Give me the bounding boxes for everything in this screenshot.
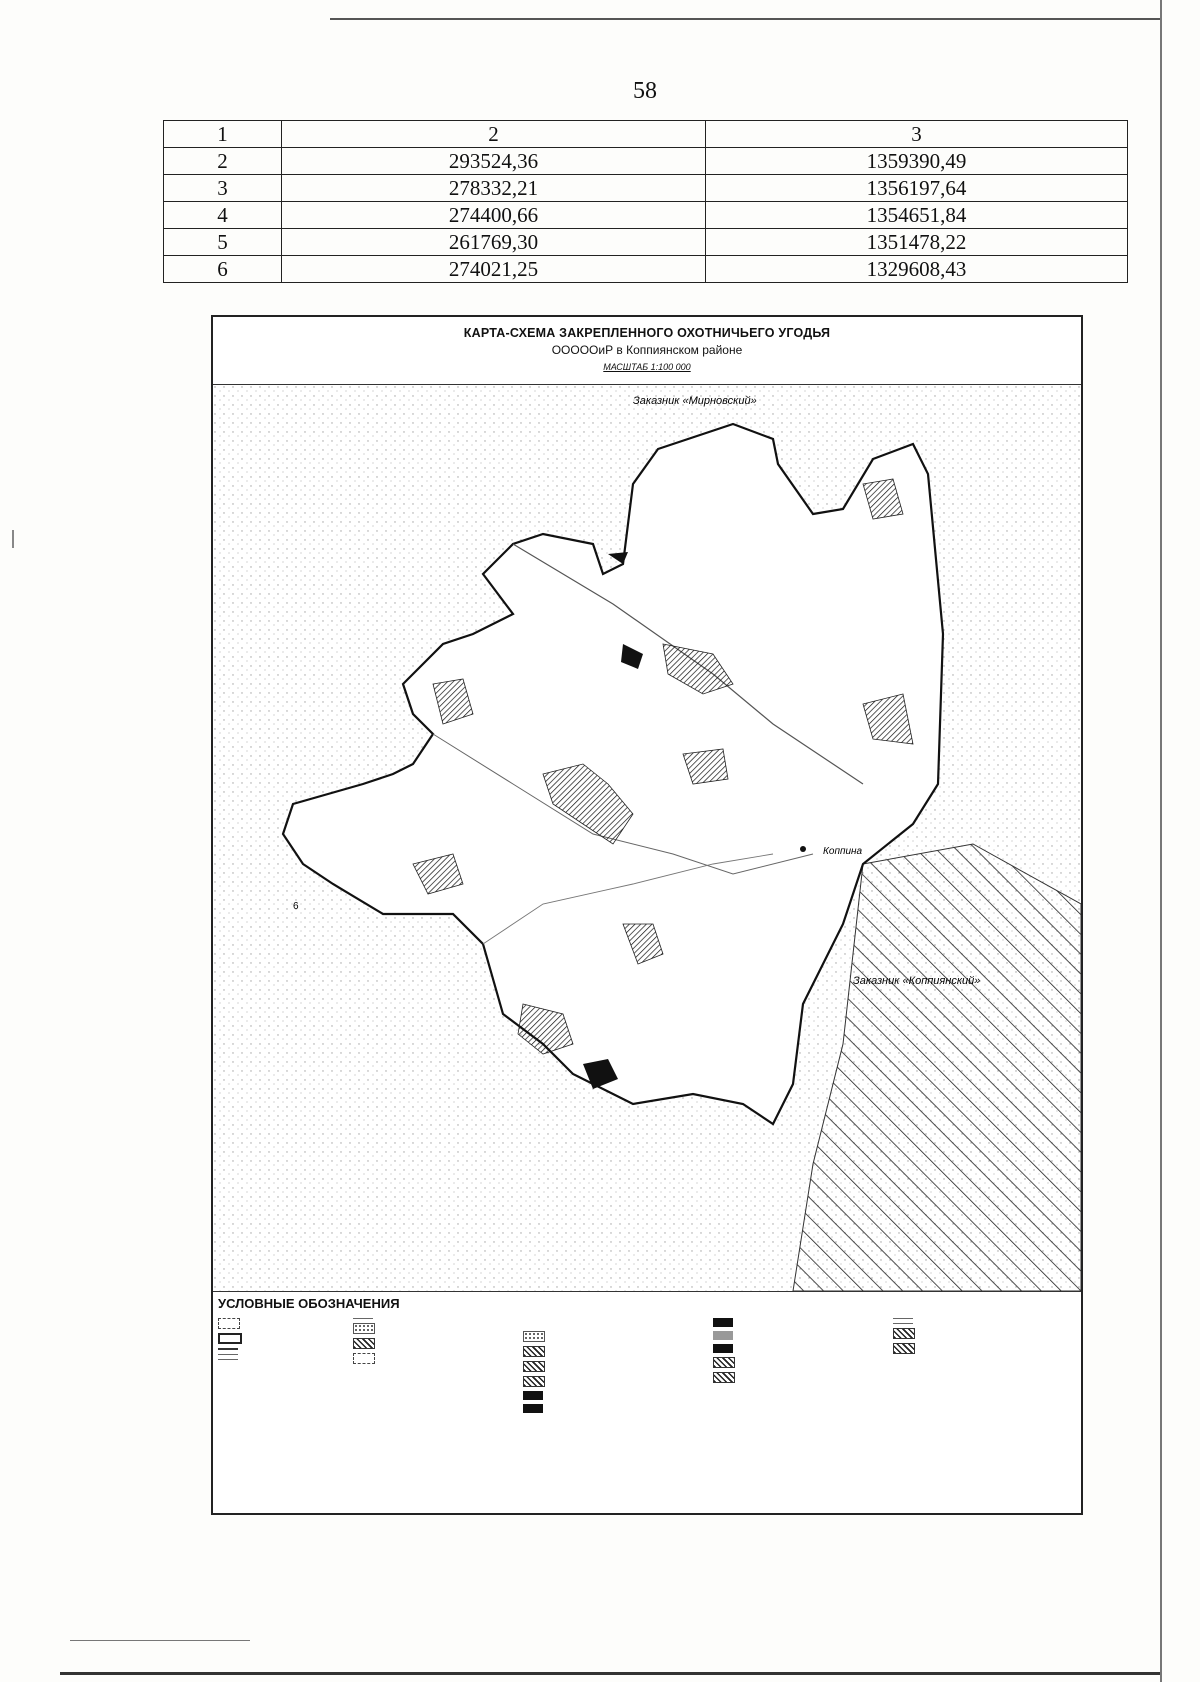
scan-left-mark xyxy=(12,530,14,548)
table-cell: 274400,66 xyxy=(282,202,706,229)
legend-swatch-hatch-2 xyxy=(713,1357,735,1368)
legend-swatch-thin xyxy=(218,1354,238,1355)
map-scale: МАСШТАБ 1:100 000 xyxy=(603,362,691,372)
legend-swatch-thin-2 xyxy=(218,1359,238,1360)
legend-swatch-blank-2 xyxy=(893,1358,913,1367)
scan-top-edge xyxy=(330,18,1160,20)
legend-col-5 xyxy=(893,1318,1073,1371)
table-cell: 3 xyxy=(706,121,1128,148)
legend-swatch-hatch-3 xyxy=(713,1372,735,1383)
table-row xyxy=(164,175,1128,202)
scan-bottom-edge xyxy=(60,1672,1160,1675)
table-cell: 2 xyxy=(164,148,282,175)
legend-swatch-hatch-4 xyxy=(893,1328,915,1339)
table-cell: 293524,36 xyxy=(282,148,706,175)
map-title: КАРТА-СХЕМА ЗАКРЕПЛЕННОГО ОХОТНИЧЬЕГО УГОДЬЯ xyxy=(463,326,831,340)
table-row xyxy=(164,229,1128,256)
legend-swatch-grey xyxy=(713,1331,733,1340)
legend-swatch-dashed-2 xyxy=(353,1353,375,1364)
table-row xyxy=(164,202,1128,229)
map-drawing xyxy=(213,384,1081,1291)
table-row xyxy=(164,256,1128,283)
map-legend xyxy=(213,1291,1081,1514)
table-cell: 1356197,64 xyxy=(706,175,1128,202)
legend-col-3 xyxy=(523,1318,708,1417)
page-number: 58 xyxy=(633,78,657,104)
map-header xyxy=(213,317,1081,385)
table-cell: 274021,25 xyxy=(282,256,706,283)
map-figure xyxy=(211,315,1083,1515)
coordinates-table xyxy=(163,120,1128,283)
map-canvas xyxy=(213,384,1081,1291)
map-subtitle: ООООOиР в Коппиянском районе xyxy=(551,343,743,357)
legend-swatch-dark-3 xyxy=(713,1318,733,1327)
legend-swatch-forest-3 xyxy=(523,1376,545,1387)
legend-swatch-forest-2 xyxy=(523,1361,545,1372)
legend-swatch-soil xyxy=(353,1323,375,1334)
table-cell: 2 xyxy=(282,121,706,148)
label-zakaznik-south: Заказник «Коппиянский» xyxy=(853,975,981,987)
table-cell: 1354651,84 xyxy=(706,202,1128,229)
table-cell: 1 xyxy=(164,121,282,148)
legend-swatch-blank xyxy=(523,1318,543,1327)
table-row xyxy=(164,148,1128,175)
table-cell: 1359390,49 xyxy=(706,148,1128,175)
footnote-rule xyxy=(70,1640,250,1641)
table-cell: 3 xyxy=(164,175,282,202)
table-cell: 4 xyxy=(164,202,282,229)
town-marker xyxy=(800,846,806,852)
legend-swatch-thin-3 xyxy=(893,1318,913,1319)
legend-swatch-thin-4 xyxy=(893,1323,913,1324)
legend-col-2 xyxy=(353,1318,518,1368)
legend-swatch-dashed xyxy=(218,1318,240,1329)
legend-swatch-dark-1 xyxy=(523,1391,543,1400)
legend-title: УСЛОВНЫЕ ОБОЗНАЧЕНИЯ xyxy=(218,1296,400,1311)
scan-right-edge xyxy=(1160,0,1162,1682)
legend-col-4 xyxy=(713,1318,888,1387)
legend-swatch-hatch xyxy=(353,1338,375,1349)
legend-swatch-hatch-5 xyxy=(893,1343,915,1354)
label-town: Коппина xyxy=(823,846,863,857)
legend-col-1 xyxy=(218,1318,343,1364)
legend-swatch-line xyxy=(218,1348,238,1350)
legend-swatch-dark-2 xyxy=(523,1404,543,1413)
table-cell: 278332,21 xyxy=(282,175,706,202)
table-header-row xyxy=(164,121,1128,148)
table-cell: 6 xyxy=(164,256,282,283)
table-cell: 5 xyxy=(164,229,282,256)
table-cell: 1351478,22 xyxy=(706,229,1128,256)
table-cell: 1329608,43 xyxy=(706,256,1128,283)
label-zakaznik-north: Заказник «Мирновский» xyxy=(633,395,757,407)
legend-swatch-solid xyxy=(218,1333,242,1344)
table-cell: 261769,30 xyxy=(282,229,706,256)
legend-swatch-water xyxy=(353,1318,373,1319)
legend-swatch-forest-1 xyxy=(523,1346,545,1357)
legend-swatch-swamp xyxy=(523,1331,545,1342)
legend-swatch-dark-4 xyxy=(713,1344,733,1353)
label-point-six: 6 xyxy=(293,901,299,912)
